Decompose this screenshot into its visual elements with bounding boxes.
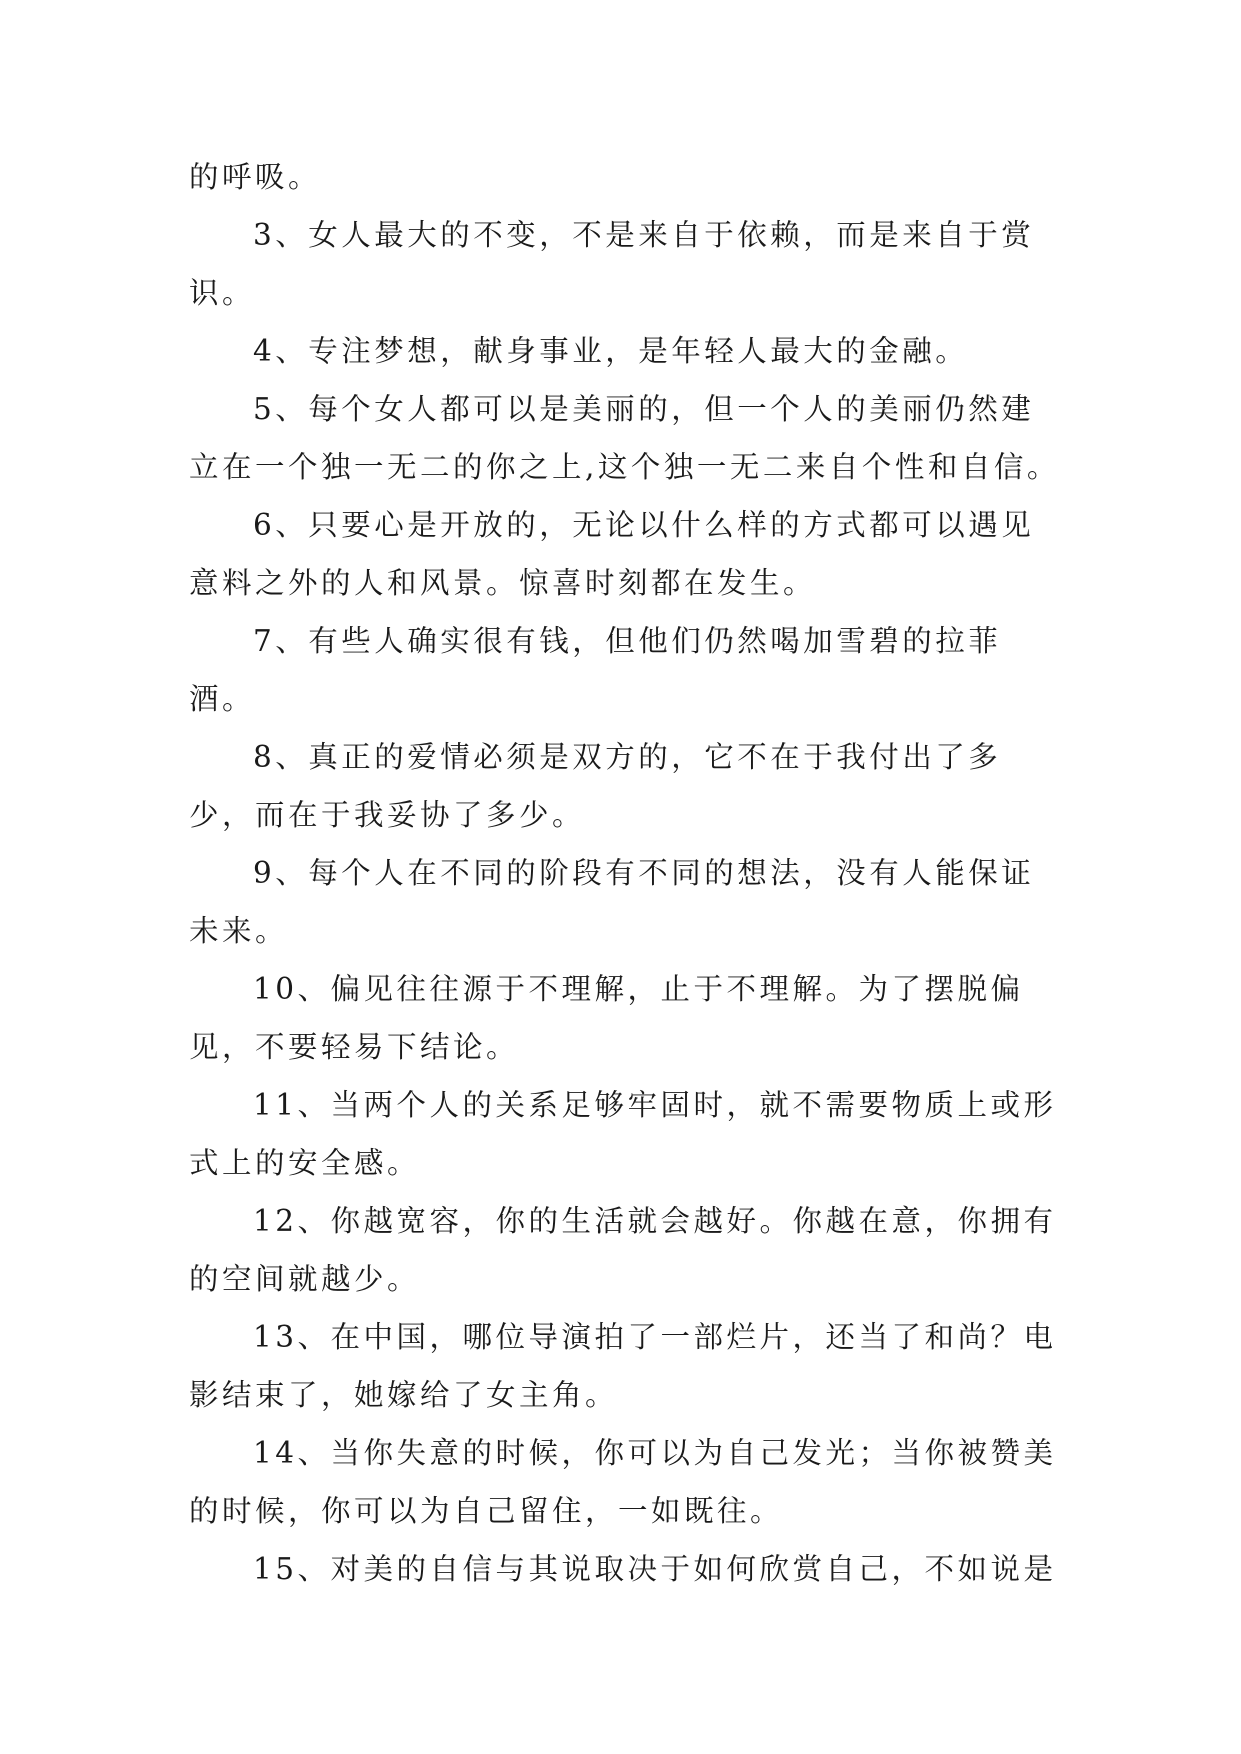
paragraph-quote-11: 11、当两个人的关系足够牢固时，就不需要物质上或形式上的安全感。 (189, 1088, 1057, 1180)
paragraph-quote-12: 12、你越宽容，你的生活就会越好。你越在意，你拥有的空间就越少。 (189, 1204, 1057, 1296)
paragraph-quote-8: 8、真正的爱情必须是双方的，它不在于我付出了多少，而在于我妥协了多少。 (189, 740, 1002, 832)
paragraph-quote-5: 5、每个女人都可以是美丽的，但一个人的美丽仍然建立在一个独一无二的你之上,这个独一无二来自个性和自信。 (189, 392, 1060, 484)
document-body (189, 148, 1061, 1598)
paragraph-quote-9: 9、每个人在不同的阶段有不同的想法，没有人能保证未来。 (189, 856, 1035, 948)
paragraph-quote-3: 3、女人最大的不变，不是来自于依赖，而是来自于赏识。 (189, 218, 1035, 310)
paragraph-quote-7: 7、有些人确实很有钱，但他们仍然喝加雪碧的拉菲酒。 (189, 624, 1002, 716)
paragraph-quote-15: 15、对美的自信与其说取决于如何欣赏自己，不如说是 (253, 1552, 1057, 1586)
paragraph-quote-10: 10、偏见往往源于不理解，止于不理解。为了摆脱偏见，不要轻易下结论。 (189, 972, 1024, 1064)
paragraph-quote-6: 6、只要心是开放的，无论以什么样的方式都可以遇见意料之外的人和风景。惊喜时刻都在发生。 (189, 508, 1035, 600)
paragraph-continuation: 的呼吸。 (189, 160, 322, 194)
paragraph-quote-4: 4、专注梦想，献身事业，是年轻人最大的金融。 (253, 334, 969, 368)
paragraph-quote-14: 14、当你失意的时候，你可以为自己发光；当你被赞美的时候，你可以为自己留住，一如既往。 (189, 1436, 1057, 1528)
paragraph-quote-13: 13、在中国，哪位导演拍了一部烂片，还当了和尚？电影结束了，她嫁给了女主角。 (189, 1320, 1057, 1412)
